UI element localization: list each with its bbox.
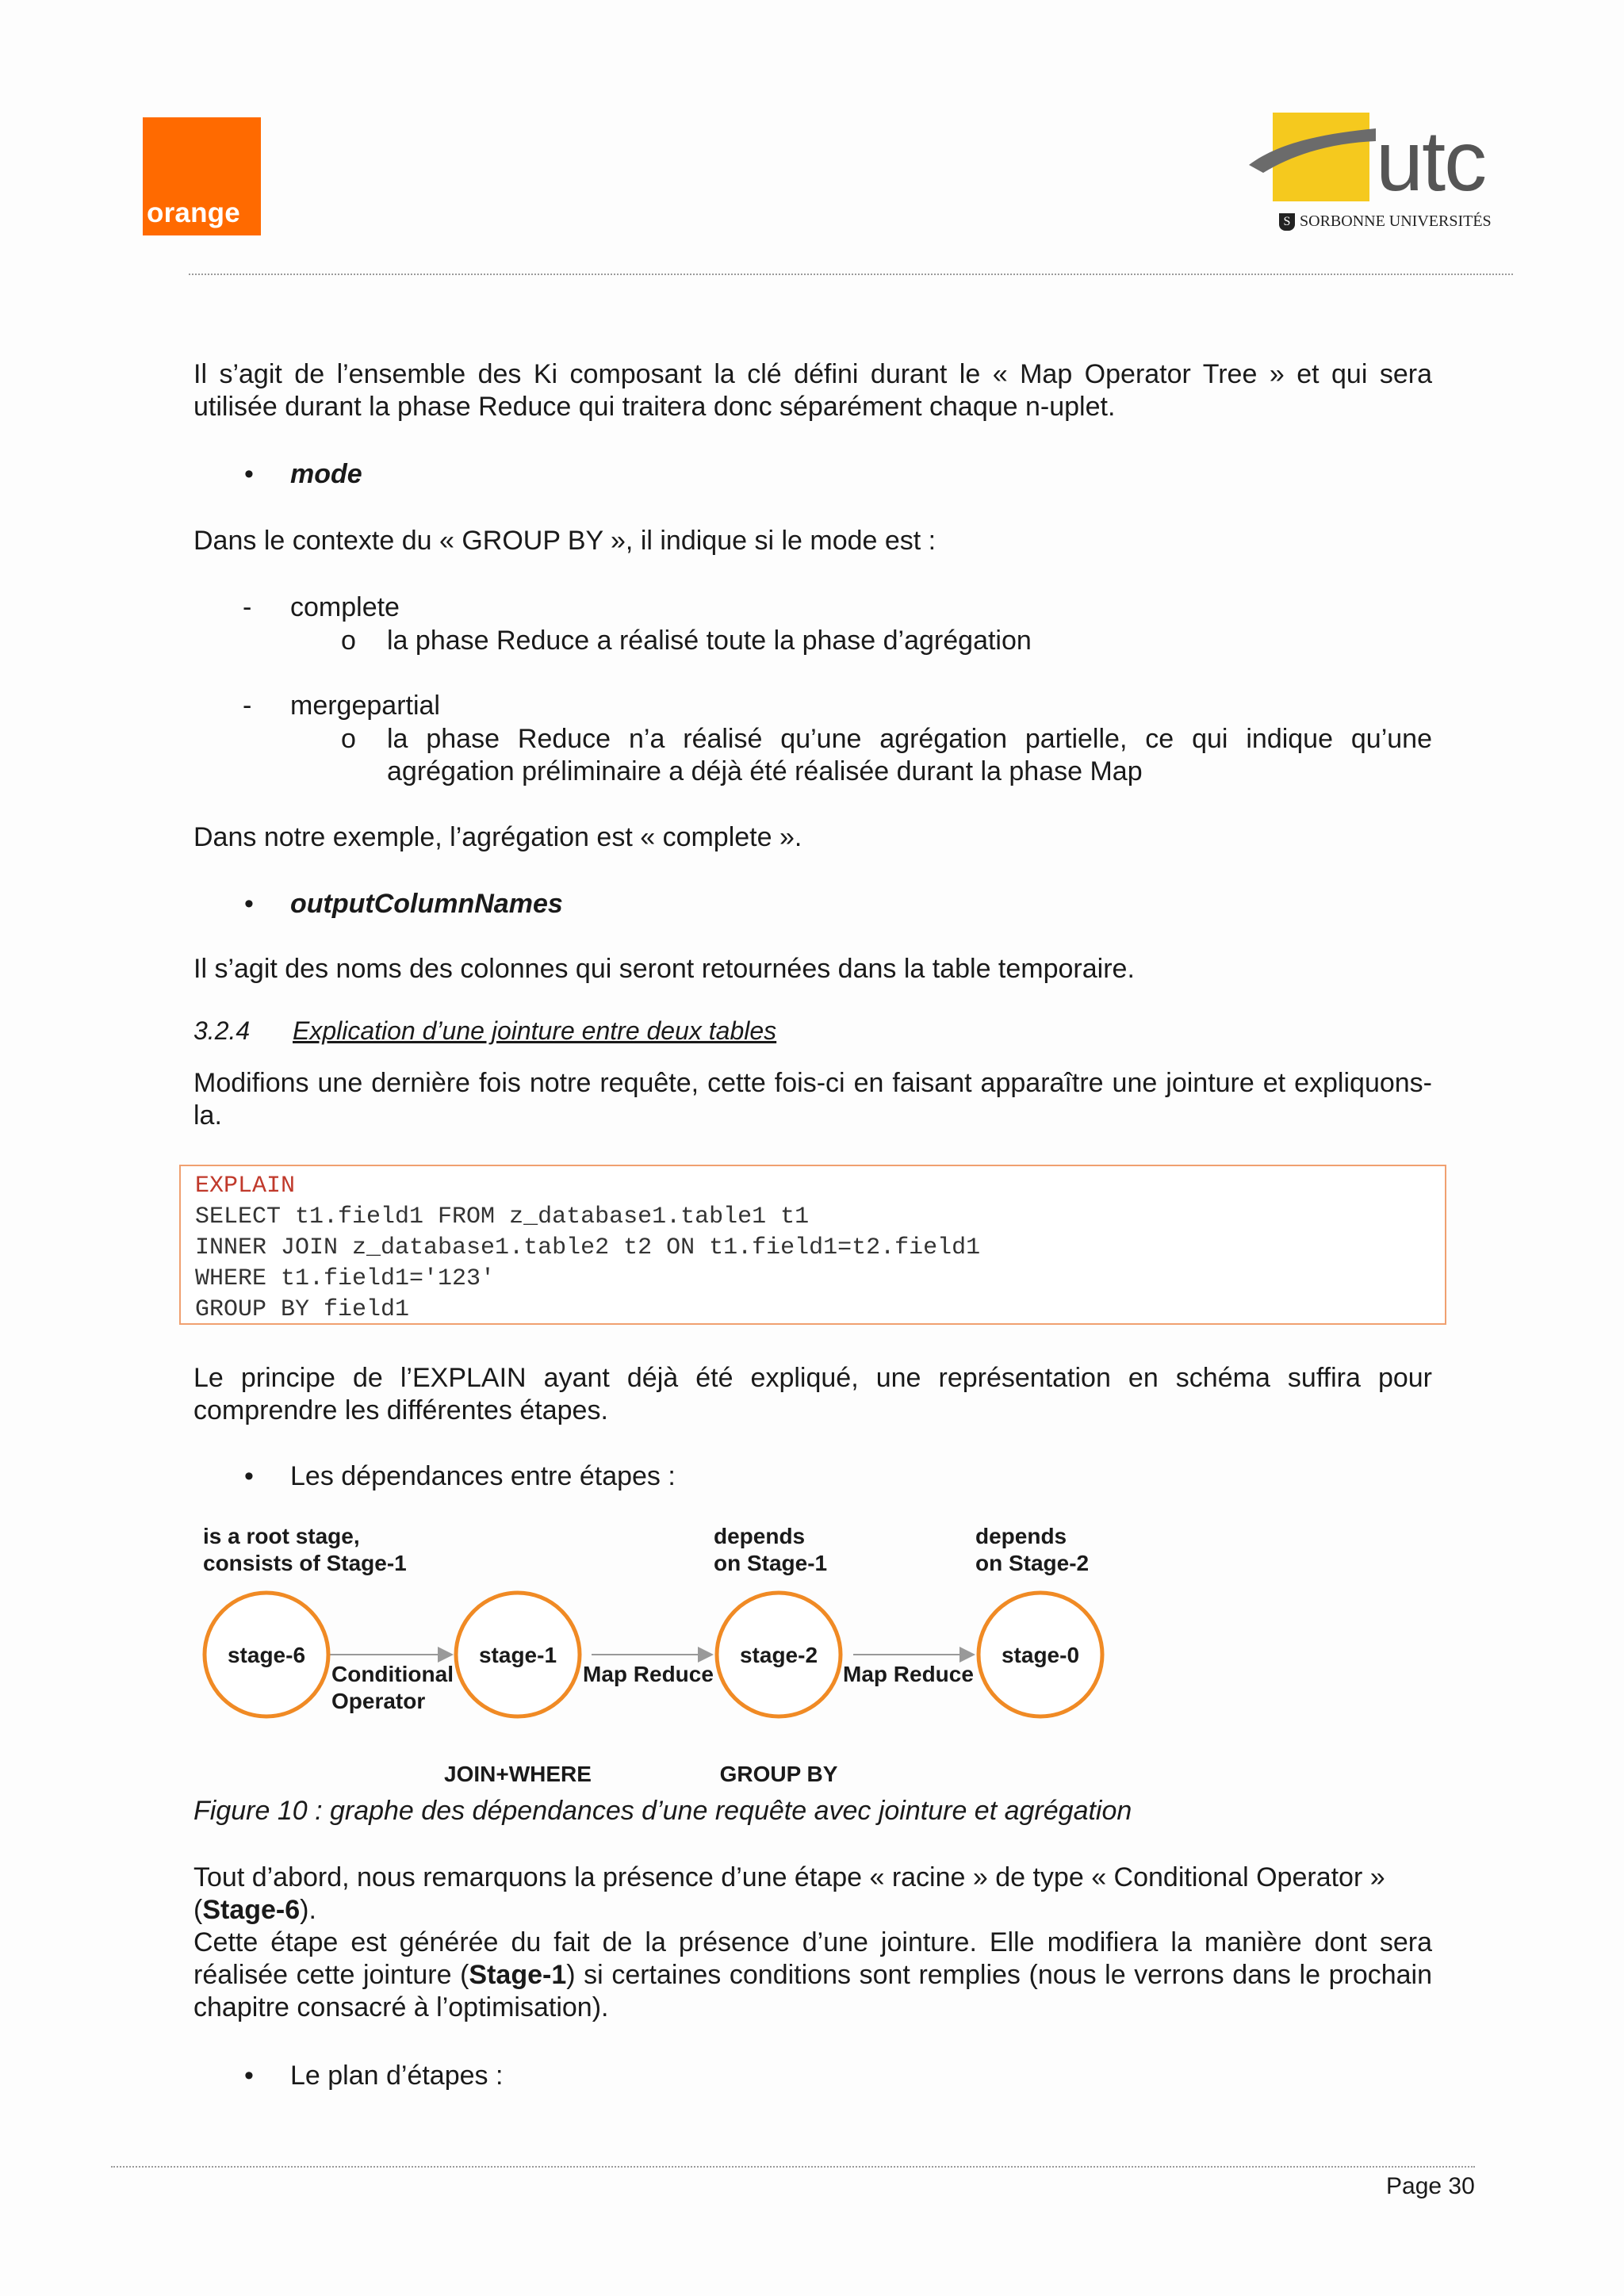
stage-label: stage-0 [1001, 1643, 1080, 1667]
edge-label: Map Reduce [843, 1662, 974, 1686]
stage-below-label: JOIN+WHERE [444, 1762, 592, 1786]
item-mergepartial: mergepartial [290, 691, 440, 721]
stage-below-label: GROUP BY [719, 1762, 838, 1786]
figure-caption: Figure 10 : graphe des dépendances d’une requête avec jointure et agrégation [193, 1796, 1132, 1826]
dash-marker: - [243, 592, 252, 622]
paragraph-join-generated: Cette étape est générée du fait de la présence d’une jointure. Elle modifiera la manière dont sera réalisée cette jointure (Stage-1) si certaines conditions sont remplies (nous le verrons dans le prochain chapitre consacré à l’optimisation). [193, 1927, 1433, 2022]
page-number: Page 30 [1386, 2173, 1475, 2199]
paragraph-key-description: Il s’agit de l’ensemble des Ki composant la clé défini durant le « Map Operator Tree » et qui sera utilisée durant la phase Reduce qui traitera donc séparément chaque n-uplet. [193, 359, 1432, 422]
item-complete: complete [290, 592, 400, 622]
stage-note: depends [975, 1524, 1067, 1548]
code-line: WHERE t1.field1='123' [195, 1265, 496, 1292]
stage-dependency-diagram [190, 1522, 1142, 1808]
stage-label: stage-6 [227, 1643, 306, 1667]
circle-marker: o [341, 724, 356, 754]
subitem-mergepartial: la phase Reduce n’a réalisé qu’une agrégation partielle, ce qui indique qu’une agrégation préliminaire a déjà été réalisée durant la phase Map [387, 724, 1432, 786]
paragraph-example-complete: Dans notre exemple, l’agrégation est « complete ». [193, 822, 802, 852]
utc-logo-word: utc [1376, 113, 1486, 209]
section-number: 3.2.4 [193, 1016, 251, 1045]
bullet-dot: • [244, 1461, 254, 1491]
edge-label: Map Reduce [583, 1662, 714, 1686]
paragraph-root-stage: Tout d’abord, nous remarquons la présence d’une étape « racine » de type « Conditional Operator » (Stage-6). [193, 1862, 1385, 1925]
circle-marker: o [341, 626, 356, 656]
bullet-dependencies: Les dépendances entre étapes : [290, 1461, 676, 1491]
code-block [179, 1165, 1446, 1325]
stage-6-ref: Stage-6 [202, 1895, 301, 1925]
section-heading [193, 1016, 776, 1046]
stage-label: stage-1 [478, 1643, 557, 1667]
bullet-dot: • [244, 889, 254, 919]
sorbonne-shield-icon: S [1279, 213, 1295, 231]
orange-logo [143, 117, 261, 235]
code-line: INNER JOIN z_database1.table2 t2 ON t1.field1=t2.field1 [195, 1234, 981, 1261]
stage-note: on Stage-1 [714, 1551, 828, 1575]
bullet-mode-label: mode [290, 459, 362, 489]
bullet-output-column-names: outputColumnNames [290, 889, 563, 919]
paragraph-group-by-mode: Dans le contexte du « GROUP BY », il indique si le mode est : [193, 526, 936, 556]
stage-note: depends [714, 1524, 806, 1548]
stage-note: is a root stage, [203, 1524, 360, 1548]
utc-logo-subtitle: S SORBONNE UNIVERSITÉS [1279, 212, 1492, 231]
paragraph-column-names: Il s’agit des noms des colonnes qui seront retournées dans la table temporaire. [193, 954, 1135, 984]
bullet-dot: • [244, 2061, 254, 2091]
code-line: GROUP BY field1 [195, 1296, 410, 1323]
paragraph-modify-query: Modifions une dernière fois notre requête, cette fois-ci en faisant apparaître une jointure et expliquons-la. [193, 1068, 1432, 1131]
dash-marker: - [243, 691, 252, 721]
stage-1-ref: Stage-1 [469, 1960, 567, 1990]
stage-note: on Stage-2 [975, 1551, 1090, 1575]
stage-label: stage-2 [739, 1643, 818, 1667]
section-title: Explication d’une jointure entre deux tables [293, 1016, 777, 1045]
header-divider [189, 274, 1513, 275]
utc-logo [1249, 111, 1511, 250]
footer-divider [111, 2166, 1475, 2168]
edge-label: Conditional [331, 1662, 454, 1686]
code-line: SELECT t1.field1 FROM z_database1.table1 t1 [195, 1203, 810, 1230]
code-line: EXPLAIN [195, 1173, 296, 1200]
edge-label: Operator [331, 1689, 426, 1713]
orange-logo-text: orange [147, 197, 240, 228]
subitem-complete: la phase Reduce a réalisé toute la phase d’agrégation [387, 626, 1032, 656]
paragraph-explain-principle: Le principe de l’EXPLAIN ayant déjà été expliqué, une représentation en schéma suffira pour comprendre les différentes étapes. [193, 1363, 1432, 1425]
stage-note: consists of Stage-1 [203, 1551, 407, 1575]
bullet-dot: • [244, 459, 254, 489]
utc-emblem-icon [1249, 111, 1380, 210]
bullet-stage-plan: Le plan d’étapes : [290, 2061, 504, 2091]
